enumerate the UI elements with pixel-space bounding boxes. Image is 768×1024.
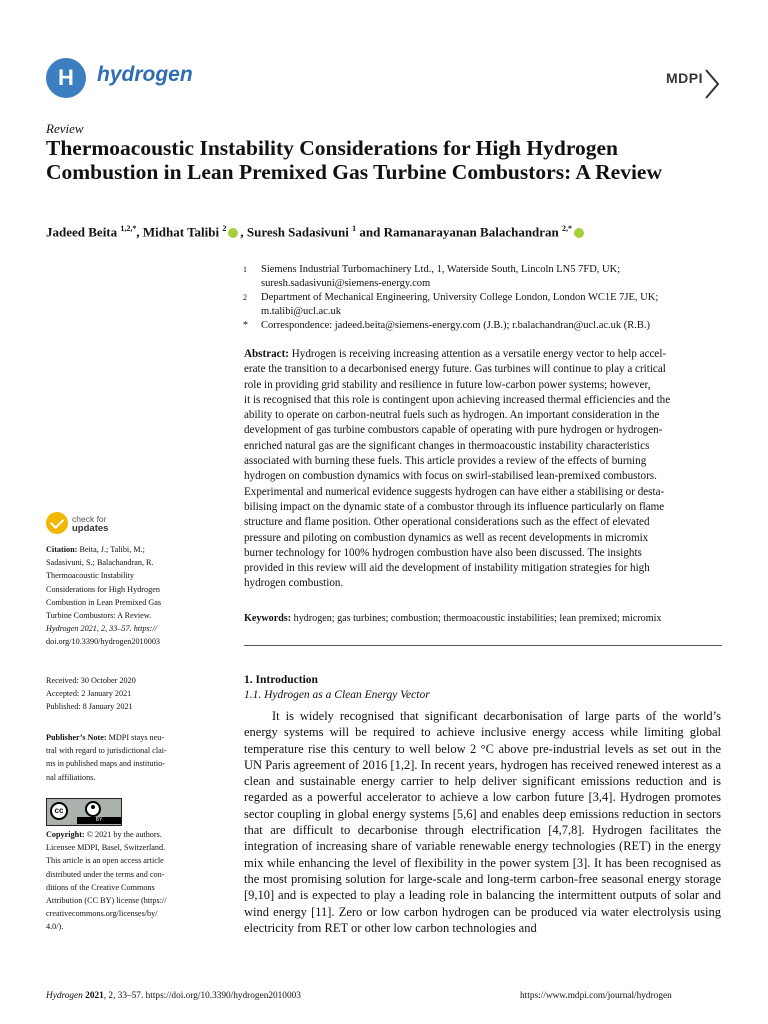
- abstract-line: bilising impact on the dynamic state of a combustor through its influence particularly on flame: [244, 500, 665, 513]
- keywords-text: hydrogen; gas turbines; combustion; thermoacoustic instabilities; lean premixed; micromix: [293, 613, 662, 624]
- article-type: Review: [46, 121, 84, 136]
- abstract-line: Abstract: Hydrogen is receiving increasing attention as a versatile energy vector to help accel-: [244, 348, 667, 360]
- footer-journal-url[interactable]: https://www.mdpi.com/journal/hydrogen: [520, 991, 672, 1001]
- dates-block: [46, 674, 196, 714]
- copyright-line: ditions of the Creative Commons: [46, 882, 155, 892]
- footer-citation: [46, 991, 301, 1001]
- citation-label: Citation:: [46, 545, 78, 554]
- affiliations: [0, 263, 768, 333]
- section-heading: 1. Introduction: [244, 674, 318, 686]
- copyright-label: Copyright:: [46, 830, 85, 839]
- footer-year: 2021: [85, 991, 104, 1001]
- abstract-line: erate the transition to a decarbonised energy future. Gas turbines will continue to play a critical: [244, 363, 666, 376]
- updates-label: updates: [72, 523, 109, 534]
- citation-line: Turbine Combustors: A Review.: [46, 611, 152, 621]
- abstract-line: structure and flame position. Other operational considerations such as the effect of elevated: [244, 516, 650, 529]
- date-accepted: Accepted: 2 January 2021: [46, 689, 132, 699]
- journal-name[interactable]: hydrogen: [97, 63, 193, 86]
- abstract-line: hydrogen combustion.: [244, 577, 344, 590]
- citation-doi[interactable]: doi.org/10.3390/hydrogen2010003: [46, 637, 161, 647]
- subsection-heading: 1.1. Hydrogen as a Clean Energy Vector: [244, 689, 430, 701]
- abstract-line: hydrogen on combustion dynamics with focus on swirl-stabilised lean-premixed combustors.: [244, 470, 657, 483]
- abstract-line: pressure and piloting on combustion dynamics as well as recent developments in micromix: [244, 531, 649, 544]
- author-sup: 1: [352, 224, 357, 233]
- copyright-line: Licensee MDPI, Basel, Switzerland.: [46, 843, 166, 853]
- copyright-block: Copyright: © 2021 by the authors. Licensee MDPI, Basel, Switzerland. This article is an open access article distributed under the terms and con- ditions of the Creative Commons Attribution (CC BY) license (https:// creativecommons.org/licenses/by/ 4.0/).: [46, 828, 196, 934]
- correspondence-line[interactable]: Correspondence: jadeed.beita@siemens-energy.com (J.B.); r.balachandran@ucl.ac.uk (R.B.): [261, 320, 651, 331]
- copyright-link[interactable]: creativecommons.org/licenses/by/: [46, 909, 158, 919]
- abstract-line: it is recognised that this role is contingent upon achieving increased thermal efficiencies and the: [244, 393, 671, 406]
- abstract-label: Abstract:: [244, 348, 289, 360]
- citation-line: Sadasivuni, S.; Balachandran, R.: [46, 558, 154, 568]
- author-sup: 2,*: [562, 224, 573, 233]
- abstract-line: associated with burning these fuels. This article provides a review of the effects of burning: [244, 455, 647, 468]
- abstract-line: development of gas turbine combustors capable of operating with pure hydrogen or hydrogen-: [244, 424, 663, 437]
- article-title: Thermoacoustic Instability Considerations for High Hydrogen Combustion in Lean Premixed Gas Turbine Combustors: A Review: [46, 136, 663, 184]
- keywords-label: Keywords:: [244, 613, 292, 624]
- citation-line: Considerations for High Hydrogen: [46, 584, 160, 594]
- author-name: Midhat Talibi: [142, 224, 220, 240]
- cc-by-license-badge[interactable]: [46, 798, 122, 826]
- publisher-name: MDPI: [666, 70, 703, 86]
- orcid-icon[interactable]: [228, 228, 238, 238]
- note-line: tral with regard to jurisdictional clai-: [46, 746, 167, 756]
- author-sup: 1,2,*: [120, 224, 137, 233]
- copyright-line: 4.0/).: [46, 922, 64, 932]
- footer-journal: Hydrogen: [46, 991, 83, 1001]
- intro-paragraph: It is widely recognised that significant decarbonisation of large parts of the world’s energy systems will be required to achieve inclusive energy access while limiting global temperature rise this century to well below 2 °C above pre-industrial levels as set out in the UN Paris agreement of 2016 [1,2]. In recent years, hydrogen has received renewed interest as a clean and sustainable energy carrier to help deliver significant emissions reduction and is regarded as a powerful accelerator to achieve a low carbon future [3,4]. Hydrogen promotes sector coupling in global energy systems [5,6] and enables deep emissions reduction in sectors that are difficult to decarbonise through electrification [4,7,8]. Hydrogen facilitates the integration of increasing share of variable renewable energy technologies (RET) in the energy mix while enhancing the level of flexibility in the power system [3]. It has been recognised as the most promising solution for large-scale and long-term carbon-free seasonal energy storage [9,10] and is expected to play a leading role in balancing the intermittent outputs of solar and wind energy [11]. Zero or low carbon hydrogen can be produced via water electrolysis using electricity from RET or other low carbon technologies and: [244, 709, 721, 935]
- citation-line: Hydrogen 2021, 2, 33–57. https://: [46, 624, 157, 634]
- publisher-logo[interactable]: [664, 64, 720, 102]
- author-list: Jadeed Beita $^{1,2,*}$, Midhat Talibi $^2$ , Suresh Sadasivuni $^1$ and Ramanarayanan Balachandran $^{2,*}$: [46, 224, 586, 240]
- date-published: Published: 8 January 2021: [46, 702, 133, 712]
- cc-by-label: BY: [77, 817, 121, 824]
- abstract-line: role in providing grid stability and resilience in future low-carbon power systems; however,: [244, 378, 651, 391]
- abstract: [244, 347, 722, 592]
- copyright-line: Attribution (CC BY) license (https://: [46, 896, 167, 906]
- divider: [244, 645, 722, 646]
- date-received: Received: 30 October 2020: [46, 676, 136, 685]
- author-sup: 2: [222, 224, 227, 233]
- citation-line: Combustion in Lean Premixed Gas: [46, 597, 162, 607]
- attribution-icon: [85, 801, 101, 817]
- journal-logo-icon: [46, 58, 86, 98]
- note-line: ms in published maps and institutio-: [46, 759, 165, 769]
- citation-block: Citation: Beita, J.; Talibi, M.; Sadasivuni, S.; Balachandran, R. Thermoacoustic Instability Considerations for High Hydrogen Combustion in Lean Premixed Gas Turbine Combustors: A Review. Hydrogen 2021, 2, 33–57. https:// doi.org/10.3390/hydrogen2010003: [46, 543, 196, 649]
- keywords: [244, 612, 722, 626]
- cc-icon: cc: [50, 802, 68, 820]
- publisher-note: Publisher’s Note: MDPI stays neu- tral with regard to jurisdictional clai- ms in published maps and institutio- nal affiliations.: [46, 731, 196, 784]
- affiliation-email[interactable]: suresh.sadasivuni@siemens-energy.com: [261, 277, 431, 289]
- abstract-line: enriched natural gas are the significant changes in thermoacoustic instability characteristics: [244, 439, 650, 452]
- author-name: Jadeed Beita: [46, 224, 118, 240]
- logo-letter: H: [58, 65, 74, 90]
- affiliation-number: 2: [243, 293, 247, 302]
- author-name: Suresh Sadasivuni: [246, 224, 349, 240]
- abstract-line: burner technology for 100% hydrogen combustion have also been discussed. The insights: [244, 546, 642, 559]
- copyright-line: This article is an open access article: [46, 856, 164, 866]
- check-label: check for: [72, 514, 107, 524]
- orcid-icon[interactable]: [574, 228, 584, 238]
- affiliation-email[interactable]: m.talibi@ucl.ac.uk: [261, 305, 341, 317]
- copyright-line: distributed under the terms and con-: [46, 869, 165, 879]
- author-name: Ramanarayanan Balachandran: [383, 224, 559, 240]
- affiliation-number: *: [243, 320, 248, 331]
- note-line: nal affiliations.: [46, 772, 96, 782]
- affiliation-line: Department of Mechanical Engineering, University College London, London WC1E 7JE, UK;: [261, 292, 659, 303]
- check-icon: [46, 512, 68, 534]
- affiliation-line: Siemens Industrial Turbomachinery Ltd., 1, Waterside South, Lincoln LN5 7FD, UK;: [261, 264, 621, 275]
- affiliation-number: 1: [243, 265, 247, 274]
- abstract-line: Experimental and numerical evidence suggests hydrogen can have either a stabilising or desta-: [244, 485, 665, 498]
- note-label: Publisher’s Note:: [46, 733, 107, 742]
- footer-doi[interactable]: , 2, 33–57. https://doi.org/10.3390/hydrogen2010003: [103, 991, 301, 1001]
- abstract-line: provided in this review will aid the development of instability mitigation strategies for high: [244, 562, 650, 575]
- abstract-line: ability to operate on carbon-neutral fuels such as hydrogen. An important consideration in the: [244, 409, 660, 422]
- citation-line: Thermoacoustic Instability: [46, 571, 134, 581]
